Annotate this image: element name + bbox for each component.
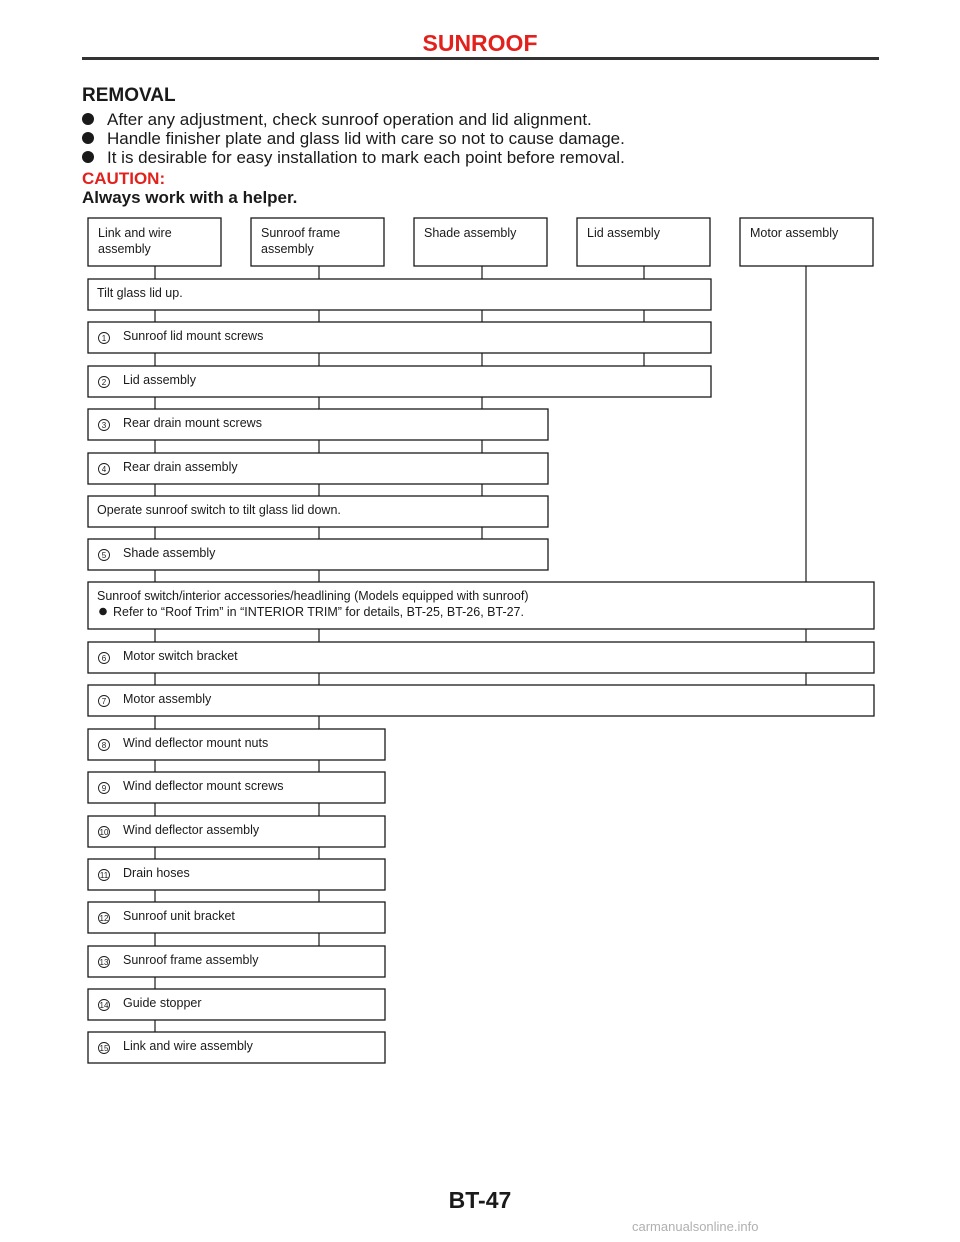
step-label: Motor switch bracket (123, 649, 238, 663)
step-number: 14 (99, 1000, 109, 1010)
step-number: 4 (101, 464, 107, 474)
step-label: Sunroof frame assembly (123, 953, 259, 967)
step-box (88, 729, 385, 760)
step-number-badge (99, 913, 110, 924)
page-number: BT-47 (448, 1187, 512, 1213)
step-box (88, 539, 548, 570)
top-item-box (88, 218, 221, 266)
step-box (88, 279, 711, 310)
section-heading: REMOVAL (82, 85, 176, 106)
page-header-title: SUNROOF (422, 30, 538, 56)
step-box (88, 816, 385, 847)
step-number: 9 (101, 783, 107, 793)
step-label: Sunroof lid mount screws (123, 329, 264, 343)
step-label: Wind deflector mount screws (123, 779, 284, 793)
top-item-label: Link and wire (98, 226, 172, 240)
top-item-box (414, 218, 547, 266)
step-label: Shade assembly (123, 546, 216, 560)
step-sublabel: Refer to “Roof Trim” in “INTERIOR TRIM” for details, BT-25, BT-26, BT-27. (113, 605, 524, 619)
step-label: Rear drain mount screws (123, 416, 262, 430)
step-box (88, 772, 385, 803)
bullet-text: After any adjustment, check sunroof operation and lid alignment. (107, 110, 592, 129)
step-number: 12 (99, 913, 109, 923)
step-box (88, 859, 385, 890)
step-box (88, 582, 874, 629)
step-box (88, 496, 548, 527)
step-label: Wind deflector assembly (123, 823, 260, 837)
step-label: Lid assembly (123, 373, 196, 387)
bullet-icon (99, 608, 107, 616)
step-number: 13 (99, 957, 109, 967)
step-number: 1 (101, 333, 107, 343)
step-box (88, 409, 548, 440)
bullet-text: Handle finisher plate and glass lid with care so not to cause damage. (107, 129, 625, 148)
step-label: Wind deflector mount nuts (123, 736, 269, 750)
step-label: Sunroof switch/interior accessories/headlining (Models equipped with sunroof) (97, 589, 529, 603)
step-label: Drain hoses (123, 866, 190, 880)
top-item-label: Sunroof frame (261, 226, 341, 240)
step-number: 3 (101, 420, 107, 430)
top-item-box (251, 218, 384, 266)
step-number-badge (99, 1043, 110, 1054)
top-item-box (740, 218, 873, 266)
top-item-box (577, 218, 710, 266)
step-number-badge (99, 957, 110, 968)
step-box (88, 685, 874, 716)
step-number: 8 (101, 740, 107, 750)
step-box (88, 366, 711, 397)
caution-text: Always work with a helper. (82, 188, 298, 207)
step-box (88, 1032, 385, 1063)
step-box (88, 989, 385, 1020)
step-label: Tilt glass lid up. (97, 286, 183, 300)
step-box (88, 322, 711, 353)
step-box (88, 946, 385, 977)
step-number-badge (99, 870, 110, 881)
top-item-label: assembly (98, 242, 151, 256)
step-box (88, 642, 874, 673)
step-number: 11 (99, 870, 109, 880)
step-label: Rear drain assembly (123, 460, 238, 474)
step-number-badge (99, 1000, 110, 1011)
step-label: Operate sunroof switch to tilt glass lid down. (97, 503, 341, 517)
top-item-label: Shade assembly (424, 226, 517, 240)
step-number: 5 (101, 550, 107, 560)
top-item-label: assembly (261, 242, 314, 256)
step-label: Motor assembly (123, 692, 212, 706)
step-number: 6 (101, 653, 107, 663)
step-box (88, 453, 548, 484)
bullet-text: It is desirable for easy installation to mark each point before removal. (107, 148, 625, 167)
step-label: Sunroof unit bracket (123, 909, 235, 923)
step-label: Guide stopper (123, 996, 202, 1010)
step-number: 10 (99, 827, 109, 837)
step-number: 7 (101, 696, 107, 706)
top-item-label: Motor assembly (750, 226, 839, 240)
step-number: 2 (101, 377, 107, 387)
caution-label: CAUTION: (82, 169, 166, 188)
top-item-label: Lid assembly (587, 226, 660, 240)
step-number-badge (99, 827, 110, 838)
step-number: 15 (99, 1043, 109, 1053)
watermark: carmanualsonline.info (632, 1219, 759, 1234)
step-box (88, 902, 385, 933)
step-label: Link and wire assembly (123, 1039, 253, 1053)
